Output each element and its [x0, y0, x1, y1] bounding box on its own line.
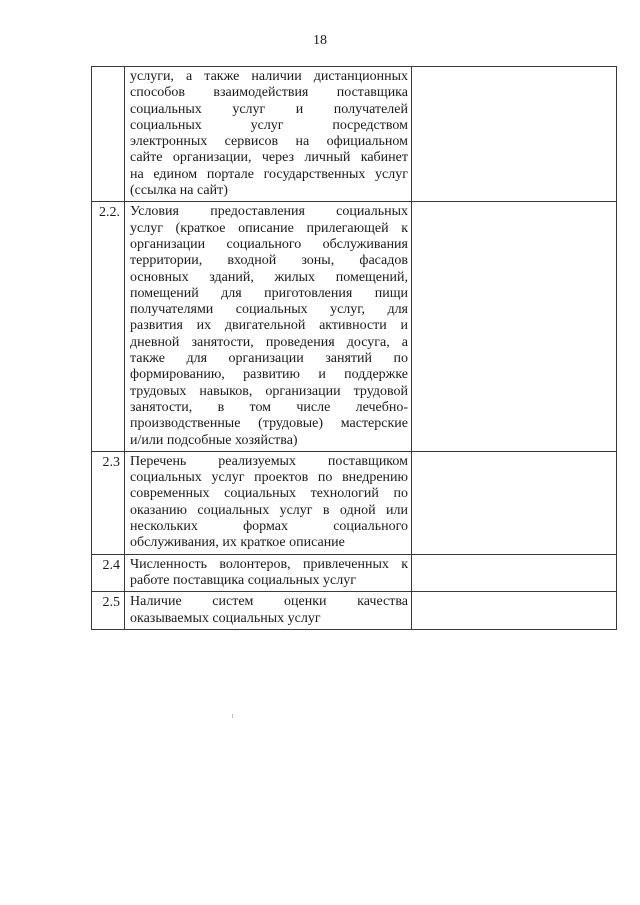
- description-line: услуги, а также наличии дистанционных: [130, 69, 408, 84]
- description-line: трудовых навыков, организации трудовой: [130, 383, 408, 399]
- description-line: дневной занятости, проведения досуга, а: [130, 334, 408, 350]
- row-value: [412, 451, 617, 554]
- row-description: [125, 202, 412, 451]
- description-line: на едином портале государственных услуг: [130, 166, 408, 182]
- table-row: [92, 592, 617, 630]
- table-row: [92, 554, 617, 592]
- description-line: Численность волонтеров, привлеченных к: [130, 556, 408, 572]
- row-value: [412, 554, 617, 592]
- description-line: обслуживания, их краткое описание: [130, 535, 345, 551]
- description-line: Наличие систем оценки качества: [130, 594, 408, 610]
- page-number: 18: [313, 33, 327, 48]
- description-line: оказанию социальных услуг в одной или: [130, 502, 408, 518]
- description-line: организации социального обслуживания: [130, 236, 408, 252]
- description-line: формированию, развитию и поддержке: [130, 367, 408, 383]
- row-description: [125, 451, 412, 554]
- description-line: способов взаимодействия поставщика: [130, 85, 408, 101]
- description-line: сайте организации, через личный кабинет: [130, 150, 408, 166]
- row-number: 2.4: [92, 554, 125, 592]
- scan-artifact: [232, 714, 233, 718]
- description-line: занятости, в том числе лечебно-: [130, 399, 408, 415]
- row-value: [412, 592, 617, 630]
- description-line: работе поставщика социальных услуг: [130, 572, 356, 588]
- description-line: Перечень реализуемых поставщиком: [130, 453, 408, 469]
- description-line: развития их двигательной активности и: [130, 318, 408, 334]
- form-table: [91, 66, 617, 630]
- row-number: [92, 67, 125, 202]
- row-description: [125, 67, 412, 202]
- description-line: современных социальных технологий по: [130, 486, 408, 502]
- description-line: основных зданий, жилых помещений,: [130, 269, 408, 285]
- description-line: также для организации занятий по: [130, 351, 408, 367]
- description-line: и/или подсобные хозяйства): [130, 432, 298, 448]
- table-row: [92, 67, 617, 202]
- row-description: [125, 554, 412, 592]
- description-line: оказываемых социальных услуг: [130, 610, 321, 626]
- description-line: территории, входной зоны, фасадов: [130, 253, 408, 269]
- row-number: 2.3: [92, 451, 125, 554]
- table-row: [92, 202, 617, 451]
- row-value: [412, 67, 617, 202]
- row-description: [125, 592, 412, 630]
- description-line: нескольких формах социального: [130, 519, 408, 535]
- form-table-body: [92, 67, 617, 630]
- table-row: [92, 451, 617, 554]
- description-line: электронных сервисов на официальном: [130, 134, 408, 150]
- description-line: услуг (краткое описание прилегающей к: [130, 220, 408, 236]
- description-line: помещений для приготовления пищи: [130, 285, 408, 301]
- row-value: [412, 202, 617, 451]
- description-line: социальных услуг проектов по внедрению: [130, 470, 408, 486]
- description-line: Условия предоставления социальных: [130, 204, 408, 220]
- row-number: 2.2.: [92, 202, 125, 451]
- description-line: социальных услуг и получателей: [130, 101, 408, 117]
- description-line: социальных услуг посредством: [130, 117, 408, 133]
- row-number: 2.5: [92, 592, 125, 630]
- description-line: (ссылка на сайт): [130, 183, 228, 199]
- description-line: получателями социальных услуг, для: [130, 302, 408, 318]
- description-line: производственные (трудовые) мастерские: [130, 416, 408, 432]
